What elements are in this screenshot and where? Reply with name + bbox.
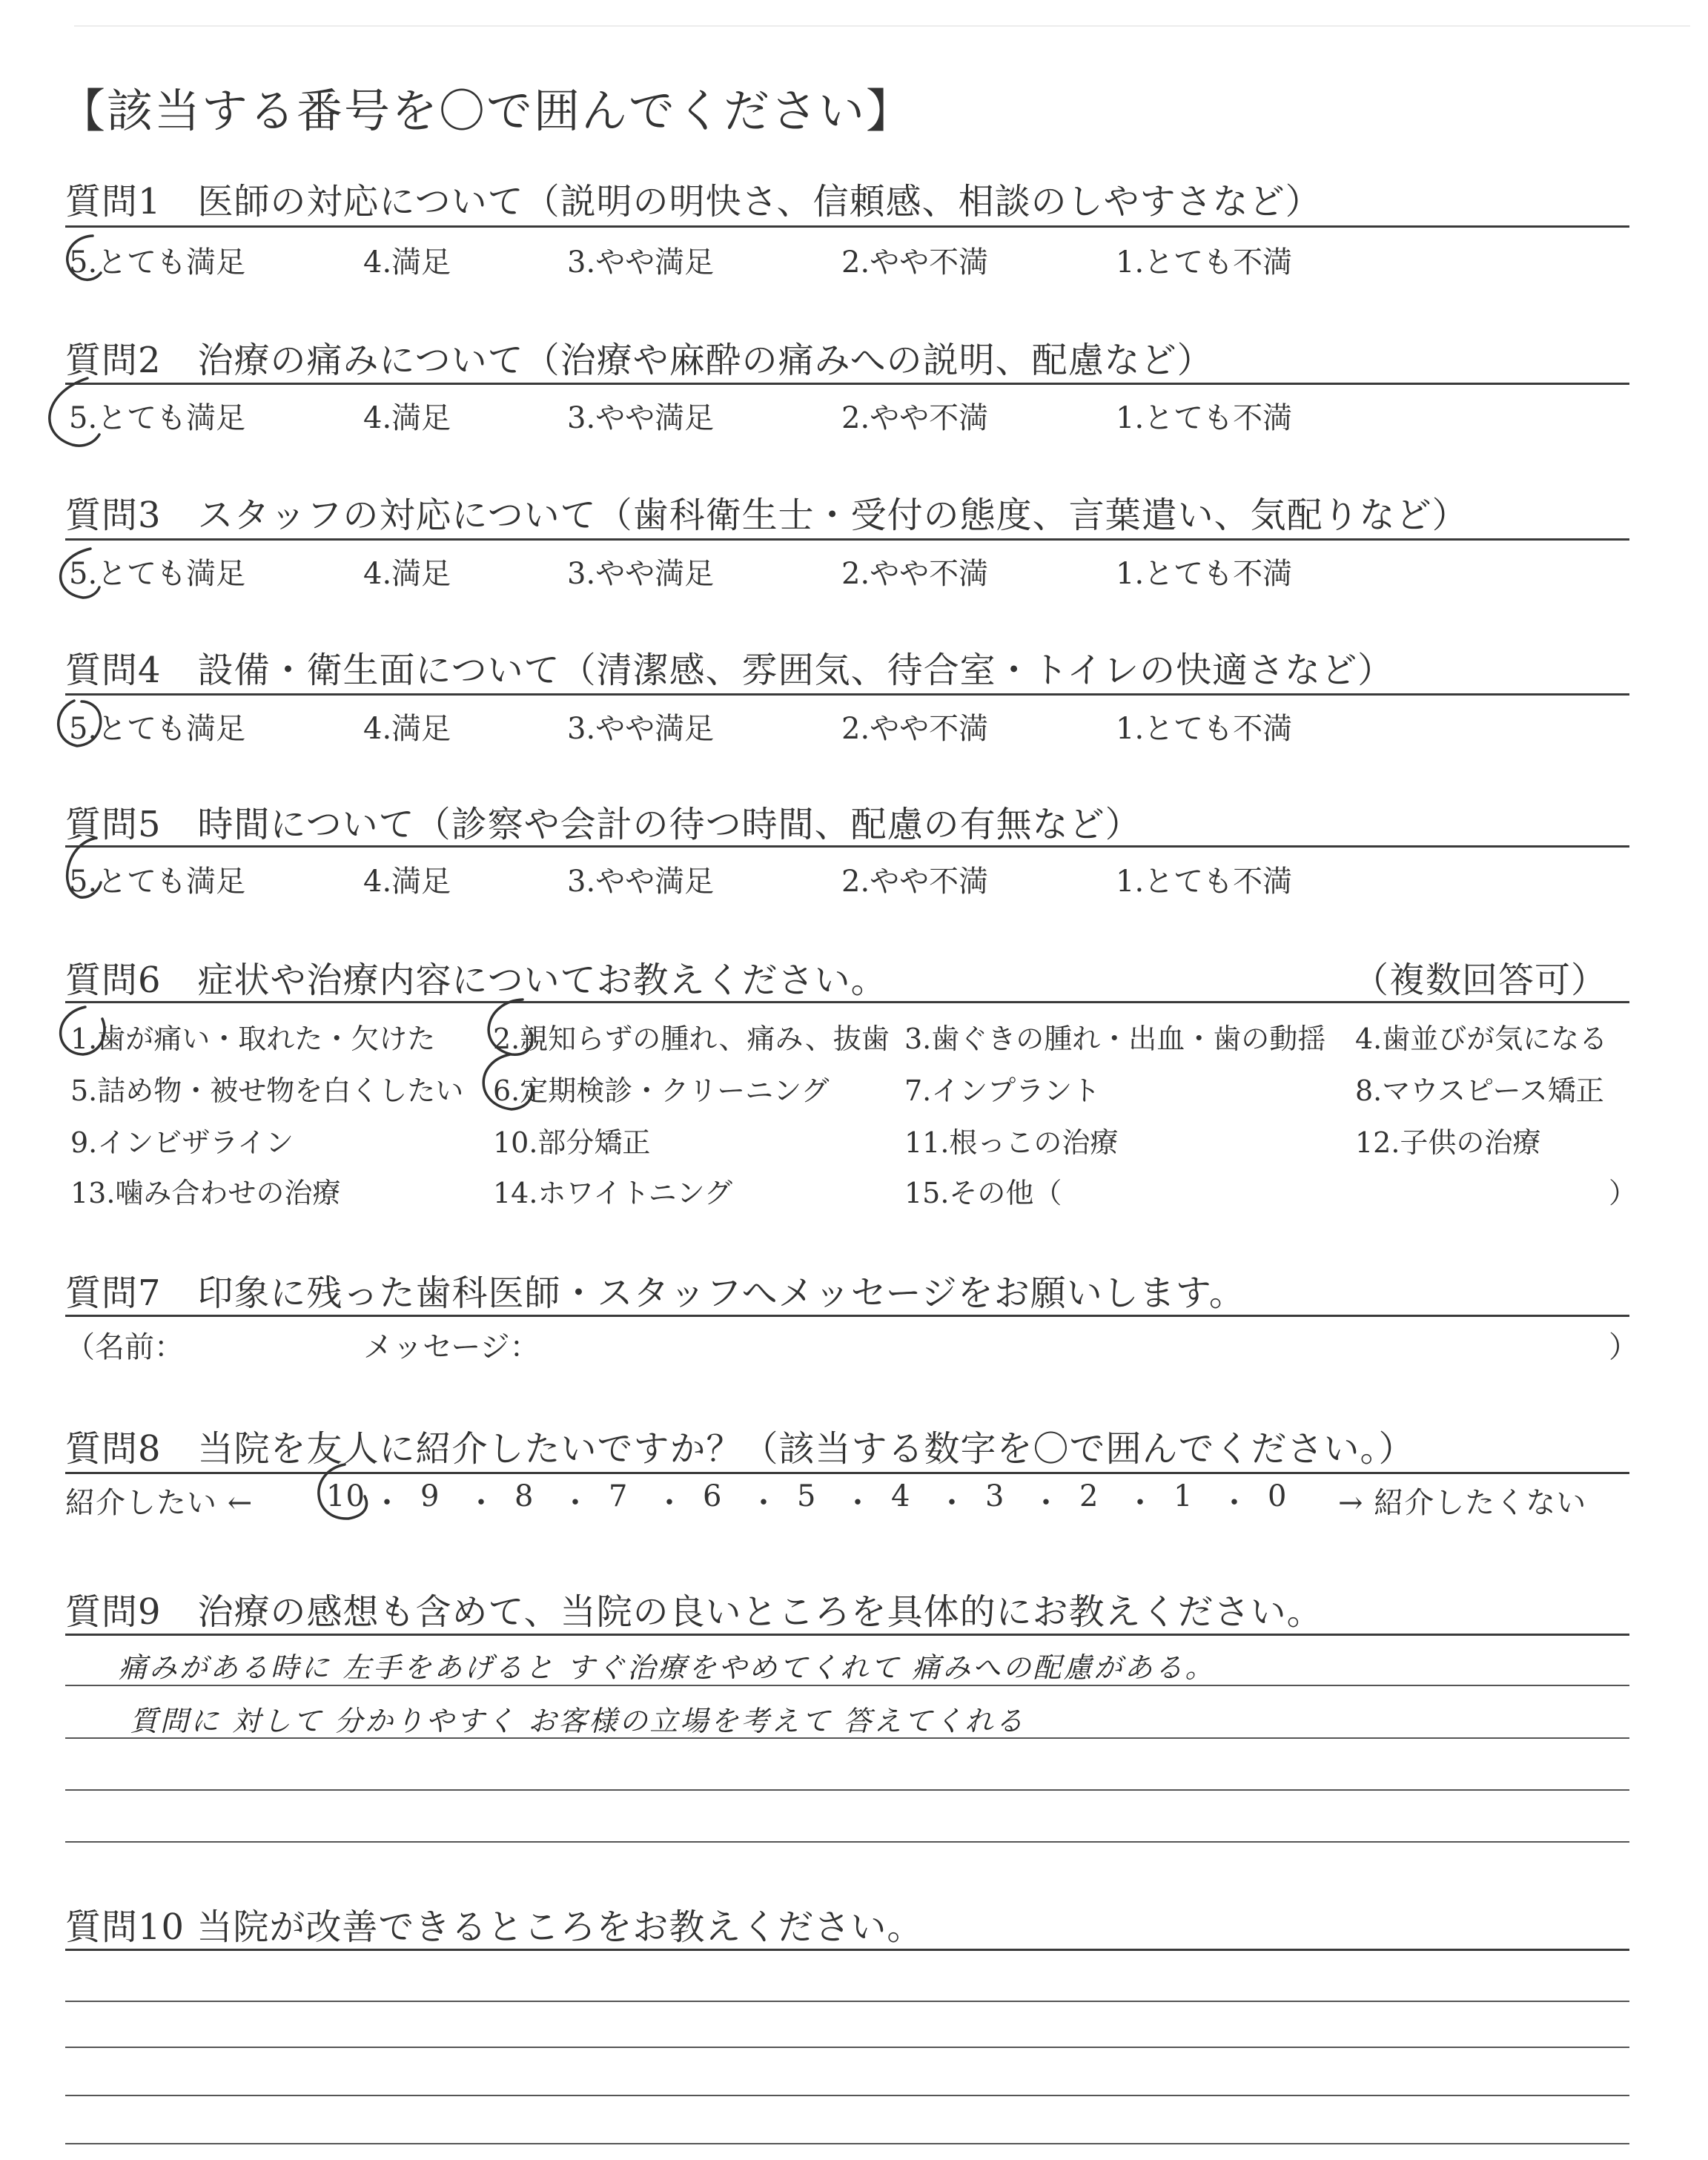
divider xyxy=(65,1949,1629,1951)
symptom-option-6[interactable]: 6.定期検診・クリーニング xyxy=(493,1074,830,1107)
scale-separator: ・ xyxy=(372,1486,403,1520)
scale-separator: ・ xyxy=(1125,1486,1156,1520)
multiple-answers-note: （複数回答可） xyxy=(1353,960,1608,1001)
symptom-option-12[interactable]: 12.子供の治療 xyxy=(1355,1126,1541,1159)
answer-line xyxy=(65,1841,1629,1843)
scale-value-0[interactable]: 0 xyxy=(1268,1479,1288,1513)
answer-line xyxy=(65,1685,1629,1686)
scale-separator: ・ xyxy=(466,1486,497,1520)
symptom-option-1[interactable]: 1.歯が痛い・取れた・欠けた xyxy=(70,1023,436,1055)
rating-option-3[interactable]: 3.やや満足 xyxy=(567,401,715,435)
symptom-option-13[interactable]: 13.噛み合わせの治療 xyxy=(70,1177,341,1209)
symptom-option-3[interactable]: 3.歯ぐきの腫れ・出血・歯の動揺 xyxy=(904,1023,1326,1055)
scale-value-1[interactable]: 1 xyxy=(1174,1479,1194,1513)
question-title: 質問5 時間について（診察や会計の待つ時間、配慮の有無など） xyxy=(65,804,1142,845)
symptom-option-7[interactable]: 7.インプラント xyxy=(904,1074,1101,1107)
symptom-option-15[interactable]: 15.その他（ xyxy=(904,1177,1062,1209)
rating-option-3[interactable]: 3.やや満足 xyxy=(567,712,715,746)
rating-option-5[interactable]: 5.とても満足 xyxy=(69,865,246,899)
rating-option-4[interactable]: 4.満足 xyxy=(363,401,451,435)
question-title: 質問2 治療の痛みについて（治療や麻酔の痛みへの説明、配慮など） xyxy=(65,340,1214,381)
question-title: 質問9 治療の感想も含めて、当院の良いところを具体的にお教えください。 xyxy=(65,1591,1323,1633)
scale-value-8[interactable]: 8 xyxy=(514,1479,534,1513)
rating-option-4[interactable]: 4.満足 xyxy=(363,865,451,899)
scale-separator: ・ xyxy=(560,1486,591,1520)
instruction-heading: 【該当する番号を〇で囲んでください】 xyxy=(59,84,914,138)
divider xyxy=(65,1315,1629,1317)
divider xyxy=(65,538,1629,541)
rating-option-4[interactable]: 4.満足 xyxy=(363,245,451,280)
question-title: 質問3 スタッフの対応について（歯科衛生士・受付の態度、言葉遣い、気配りなど） xyxy=(65,495,1469,536)
answer-line xyxy=(65,1737,1629,1739)
divider xyxy=(65,225,1629,228)
rating-option-1[interactable]: 1.とても不満 xyxy=(1116,557,1293,591)
handwritten-answer-line: 痛みがある時に 左手をあげると すぐ治療をやめてくれて 痛みへの配慮がある。 xyxy=(119,1651,1216,1684)
close-paren: ） xyxy=(1609,1330,1638,1364)
handwritten-answer-line: 質問に 対して 分かりやすく お客様の立場を考えて 答えてくれる xyxy=(130,1705,1026,1737)
answer-line xyxy=(65,2095,1629,2096)
scale-separator: ・ xyxy=(937,1486,967,1520)
rating-option-3[interactable]: 3.やや満足 xyxy=(567,245,715,280)
scale-value-2[interactable]: 2 xyxy=(1079,1479,1099,1513)
symptom-option-9[interactable]: 9.インビザライン xyxy=(70,1126,294,1159)
symptom-option-4[interactable]: 4.歯並びが気になる xyxy=(1355,1023,1608,1055)
rating-option-5[interactable]: 5.とても満足 xyxy=(69,557,246,591)
rating-option-2[interactable]: 2.やや不満 xyxy=(841,712,989,746)
answer-line xyxy=(65,2143,1629,2144)
rating-option-1[interactable]: 1.とても不満 xyxy=(1116,865,1293,899)
rating-option-2[interactable]: 2.やや不満 xyxy=(841,401,989,435)
rating-option-5[interactable]: 5.とても満足 xyxy=(69,401,246,435)
divider xyxy=(65,1634,1629,1636)
recommend-left-label: 紹介したい ← xyxy=(65,1486,254,1520)
scale-separator: ・ xyxy=(655,1486,685,1520)
rating-option-5[interactable]: 5.とても満足 xyxy=(69,245,246,280)
symptom-option-8[interactable]: 8.マウスピース矯正 xyxy=(1355,1074,1604,1107)
scale-value-5[interactable]: 5 xyxy=(797,1479,817,1513)
scale-separator: ・ xyxy=(749,1486,779,1520)
scale-value-3[interactable]: 3 xyxy=(985,1479,1005,1513)
scale-separator: ・ xyxy=(843,1486,873,1520)
scale-value-7[interactable]: 7 xyxy=(609,1479,629,1513)
rating-option-1[interactable]: 1.とても不満 xyxy=(1116,401,1293,435)
close-paren: ） xyxy=(1609,1177,1638,1209)
rating-option-4[interactable]: 4.満足 xyxy=(363,557,451,591)
symptom-option-5[interactable]: 5.詰め物・被せ物を白くしたい xyxy=(70,1074,464,1107)
divider xyxy=(65,1472,1629,1474)
rating-option-2[interactable]: 2.やや不満 xyxy=(841,245,989,280)
scale-value-4[interactable]: 4 xyxy=(891,1479,911,1513)
rating-option-1[interactable]: 1.とても不満 xyxy=(1116,712,1293,746)
rating-option-3[interactable]: 3.やや満足 xyxy=(567,557,715,591)
rating-option-2[interactable]: 2.やや不満 xyxy=(841,557,989,591)
symptom-option-10[interactable]: 10.部分矯正 xyxy=(493,1126,651,1159)
symptom-option-2[interactable]: 2.親知らずの腫れ、痛み、抜歯 xyxy=(493,1023,890,1055)
question-title: 質問8 当院を友人に紹介したいですか？（該当する数字を〇で囲んでください。） xyxy=(65,1428,1415,1470)
scale-separator: ・ xyxy=(1031,1486,1062,1520)
top-border xyxy=(74,25,1690,27)
question-title: 質問1 医師の対応について（説明の明快さ、信頼感、相談のしやすさなど） xyxy=(65,181,1322,222)
question-title: 質問6 症状や治療内容についてお教えください。 xyxy=(65,960,887,1001)
divider xyxy=(65,1001,1629,1003)
name-field-label[interactable]: （名前： xyxy=(65,1330,184,1364)
question-title: 質問10 当院が改善できるところをお教えください。 xyxy=(65,1906,924,1948)
answer-line xyxy=(65,1789,1629,1791)
rating-option-2[interactable]: 2.やや不満 xyxy=(841,865,989,899)
rating-option-5[interactable]: 5.とても満足 xyxy=(69,712,246,746)
scale-value-9[interactable]: 9 xyxy=(420,1479,440,1513)
rating-option-4[interactable]: 4.満足 xyxy=(363,712,451,746)
answer-line xyxy=(65,2001,1629,2002)
divider xyxy=(65,693,1629,696)
scale-value-6[interactable]: 6 xyxy=(703,1479,723,1513)
divider xyxy=(65,383,1629,385)
rating-option-1[interactable]: 1.とても不満 xyxy=(1116,245,1293,280)
question-title: 質問7 印象に残った歯科医師・スタッフへメッセージをお願いします。 xyxy=(65,1272,1245,1314)
symptom-option-14[interactable]: 14.ホワイトニング xyxy=(493,1177,733,1209)
question-title: 質問4 設備・衛生面について（清潔感、雰囲気、待合室・トイレの快適さなど） xyxy=(65,650,1394,691)
recommend-right-label: → 紹介したくない xyxy=(1338,1486,1587,1520)
symptom-option-11[interactable]: 11.根っこの治療 xyxy=(904,1126,1119,1159)
scale-value-10[interactable]: 10 xyxy=(326,1479,365,1513)
rating-option-3[interactable]: 3.やや満足 xyxy=(567,865,715,899)
message-field-label[interactable]: メッセージ： xyxy=(363,1330,540,1364)
answer-line xyxy=(65,2047,1629,2048)
divider xyxy=(65,845,1629,848)
scale-separator: ・ xyxy=(1219,1486,1250,1520)
